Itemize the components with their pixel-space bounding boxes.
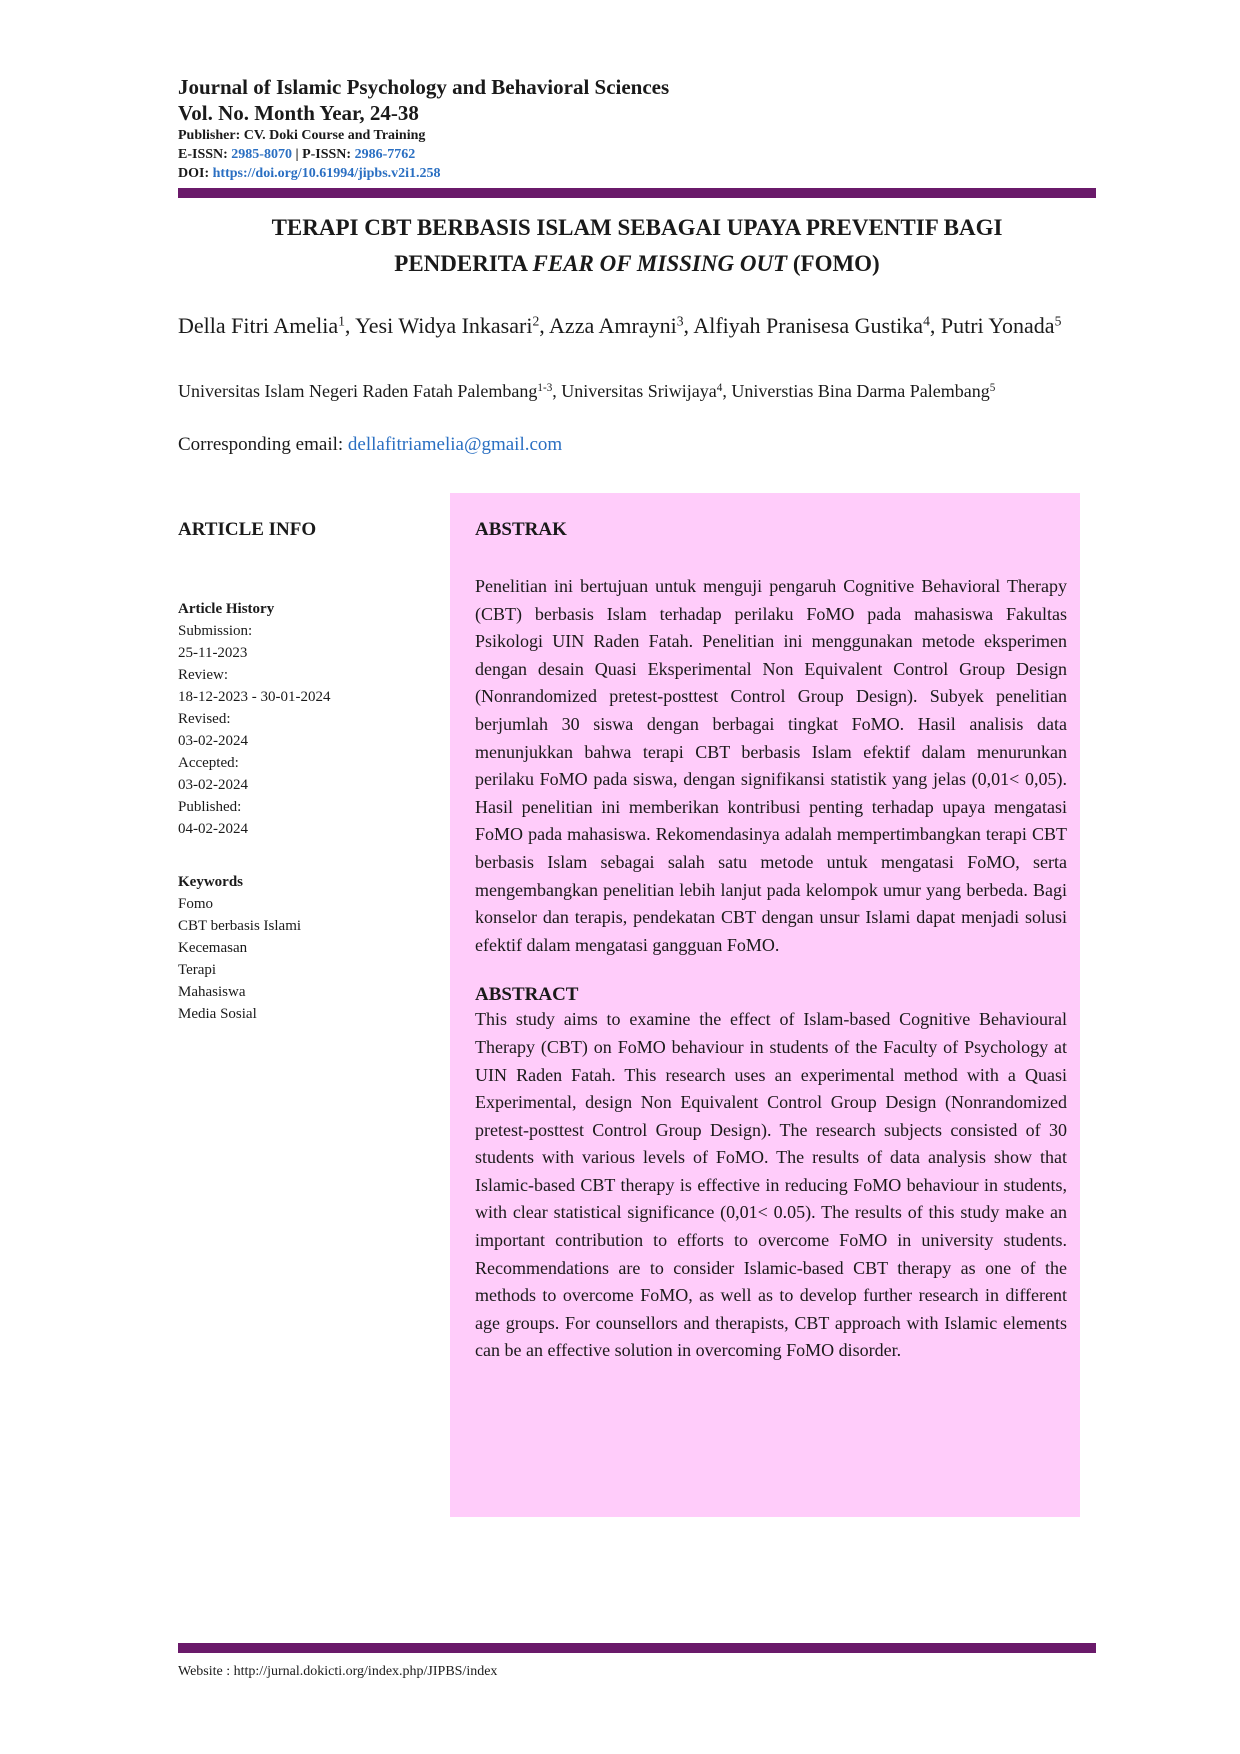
history-line: Review: [178, 667, 228, 683]
eissn-label: E-ISSN: [178, 147, 228, 162]
author-list: Della Fitri Amelia$^1$, Yesi Widya Inkasari$^2$, Azza Amrayni$^3$, Alfiyah Pranisesa Gustika$^4$, Putri Yonada$^5$ [178, 313, 1062, 338]
history-line: 25-11-2023 [178, 645, 248, 661]
journal-issn [178, 145, 1078, 164]
abstract-box [450, 493, 1080, 1517]
article-info-heading: ARTICLE INFO [178, 519, 317, 540]
journal-publisher: Publisher: CV. Doki Course and Training [178, 128, 426, 143]
footer-rule [178, 1643, 1096, 1653]
author-name: Della Fitri Amelia [178, 313, 339, 338]
keyword-item: Mahasiswa [178, 984, 246, 1000]
doi-link[interactable]: https://doi.org/10.61994/jipbs.v2i1.258 [212, 166, 441, 181]
title-line-1: TERAPI CBT BERBASIS ISLAM SEBAGAI UPAYA PREVENTIF BAGI [271, 215, 1003, 240]
history-line: Submission: [178, 623, 253, 639]
author-name: Putri Yonada [940, 313, 1055, 338]
footer-website: Website : http://jurnal.dokicti.org/index.php/JIPBS/index [178, 1664, 498, 1679]
history-line: Published: [178, 799, 242, 815]
corresponding-email: Corresponding email: dellafitriamelia@gmail.com [178, 434, 563, 455]
keywords [178, 871, 438, 1025]
email-link[interactable]: dellafitriamelia@gmail.com [347, 434, 563, 455]
article-history [178, 598, 438, 840]
keyword-item: CBT berbasis Islami [178, 918, 302, 934]
author-name: Yesi Widya Inkasari [355, 313, 533, 338]
issn-separator: | [295, 147, 299, 162]
history-line: Revised: [178, 711, 231, 727]
abstract-heading: ABSTRACT [475, 984, 579, 1006]
journal-volume: Vol. No. Month Year, 24-38 [178, 101, 419, 125]
history-line: 03-02-2024 [178, 777, 248, 793]
journal-doi [178, 164, 1078, 183]
history-heading: Article History [178, 601, 275, 617]
title-line-2: PENDERITA FEAR OF MISSING OUT (FOMO) [394, 251, 880, 276]
abstrak-text: Penelitian ini bertujuan untuk menguji pengaruh Cognitive Behavioral Therapy (CBT) berbasis Islam terhadap perilaku FoMO pada mahasiswa Fakultas Psikologi UIN Raden Fatah. Penelitian ini menggunakan metode eksperimen dengan desain Quasi Eksperimental Non Equivalent Control Group Design (Nonrandomized pretest-posttest Control Group Design). Subyek penelitian berjumlah 30 siswa dengan berbagai tingkat FoMO. Hasil analisis data menunjukkan bahwa terapi CBT berbasis Islam efektif dalam menurunkan perilaku FoMO pada siswa, dengan signifikansi statistik yang jelas (0,01< 0,05). Hasil penelitian ini memberikan kontribusi penting terhadap upaya mengatasi FoMO pada mahasiswa. Rekomendasinya adalah mempertimbangkan terapi CBT berbasis Islam sebagai salah satu metode untuk mengatasi FoMO, serta mengembangkan penelitian lebih lanjut pada kelompok umur yang berbeda. Bagi konselor dan terapis, pendekatan CBT dengan unsur Islami dapat menjadi solusi efektif dalam mengatasi gangguan FoMO. [475, 576, 1067, 955]
keyword-item: Media Sosial [178, 1006, 257, 1022]
doi-label: DOI: [178, 166, 210, 181]
article-title [178, 210, 1096, 282]
journal-title: Journal of Islamic Psychology and Behavioral Sciences [178, 75, 670, 99]
history-line: 18-12-2023 - 30-01-2024 [178, 689, 331, 705]
eissn-link[interactable]: 2985-8070 [231, 147, 292, 162]
pissn-link[interactable]: 2986-7762 [354, 147, 416, 162]
keyword-item: Fomo [178, 896, 214, 912]
history-line: 04-02-2024 [178, 821, 248, 837]
author-name: Alfiyah Pranisesa Gustika [693, 313, 924, 338]
affiliations: Universitas Islam Negeri Raden Fatah Palembang$^{1-3}$, Universitas Sriwijaya$^4$, Universtias Bina Darma Palembang$^5$ [178, 381, 996, 401]
history-line: Accepted: [178, 755, 239, 771]
history-line: 03-02-2024 [178, 733, 248, 749]
header-rule [178, 188, 1096, 198]
abstrak-heading: ABSTRAK [475, 519, 567, 540]
journal-header [178, 74, 1078, 183]
keyword-item: Terapi [178, 962, 217, 978]
keywords-heading: Keywords [178, 874, 243, 890]
author-name: Azza Amrayni [549, 313, 677, 338]
keyword-item: Kecemasan [178, 940, 248, 956]
abstract-text: This study aims to examine the effect of Islam-based Cognitive Behavioural Therapy (CBT) on FoMO behaviour in students of the Faculty of Psychology at UIN Raden Fatah. This research uses an experimental method with a Quasi Experimental, design Non Equivalent Control Group Design (Nonrandomized pretest-posttest Control Group Design). The research subjects consisted of 30 students with various levels of FoMO. The results of data analysis show that Islamic-based CBT therapy is effective in reducing FoMO behaviour in students, with clear statistical significance (0,01< 0.05). The results of this study make an important contribution to efforts to overcome FoMO in university students. Recommendations are to consider Islamic-based CBT therapy as one of the methods to overcome FoMO, as well as to develop further research in different age groups. For counsellors and therapists, CBT approach with Islamic elements can be an effective solution in overcoming FoMO disorder. [475, 1009, 1067, 1361]
pissn-label: P-ISSN: [302, 147, 352, 162]
